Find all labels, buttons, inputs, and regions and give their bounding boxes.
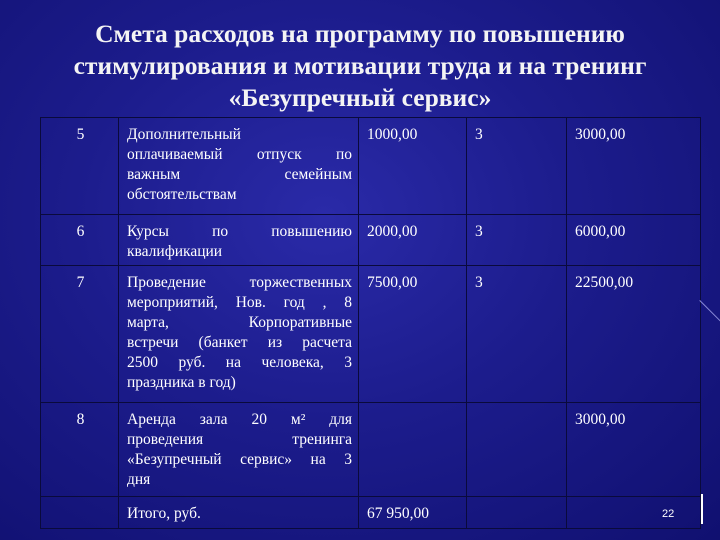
row-price [359, 403, 467, 497]
expense-estimate-table [40, 117, 701, 529]
row-sum: 3000,00 [567, 118, 701, 215]
row-price: 2000,00 [359, 215, 467, 266]
description-line: обстоятельствам [127, 186, 237, 203]
row-number: 8 [41, 403, 119, 497]
description-line: оплачиваемый отпуск по [127, 146, 352, 163]
row-description [119, 118, 359, 215]
decorative-line [699, 300, 720, 322]
total-label: Итого, руб. [119, 497, 359, 529]
row-price: 1000,00 [359, 118, 467, 215]
row-quantity [467, 403, 567, 497]
row-sum: 3000,00 [567, 403, 701, 497]
description-line: важным семейным [127, 166, 352, 183]
total-row [41, 497, 701, 529]
description-line: Курсы по повышению [127, 223, 352, 240]
table-row [41, 215, 701, 266]
page-title [20, 18, 700, 114]
description-line: Проведение торжественных [127, 274, 352, 291]
row-number: 5 [41, 118, 119, 215]
row-description [119, 215, 359, 266]
row-number: 6 [41, 215, 119, 266]
slide-number: 22 [662, 508, 675, 520]
description-line: Аренда зала 20 м² для [127, 411, 352, 428]
title-line-3: «Безупречный сервис» [228, 83, 492, 112]
description-line: марта, Корпоративные [127, 314, 352, 331]
row-description [119, 403, 359, 497]
total-value: 67 950,00 [359, 497, 467, 529]
table-row [41, 266, 701, 403]
description-line: «Безупречный сервис» на 3 [127, 451, 352, 468]
description-line: мероприятий, Нов. год , 8 [127, 294, 352, 311]
row-price: 7500,00 [359, 266, 467, 403]
table-row [41, 403, 701, 497]
description-line: квалификации [127, 243, 223, 260]
table-row [41, 118, 701, 215]
row-quantity: 3 [467, 215, 567, 266]
description-line: дня [127, 471, 151, 488]
row-quantity: 3 [467, 266, 567, 403]
description-line: 2500 руб. на человека, 3 [127, 354, 352, 371]
description-line: встречи (банкет из расчета [127, 334, 352, 351]
row-description [119, 266, 359, 403]
row-number: 7 [41, 266, 119, 403]
description-line: праздника в год) [127, 374, 236, 391]
title-line-1: Смета расходов на программу по повышению [95, 19, 625, 48]
description-line: Дополнительный [127, 126, 241, 143]
decorative-line [701, 494, 703, 524]
row-sum: 6000,00 [567, 215, 701, 266]
title-line-2: стимулирования и мотивации труда и на тренинг [73, 51, 647, 80]
row-quantity: 3 [467, 118, 567, 215]
row-sum: 22500,00 [567, 266, 701, 403]
description-line: проведения тренинга [127, 431, 352, 448]
